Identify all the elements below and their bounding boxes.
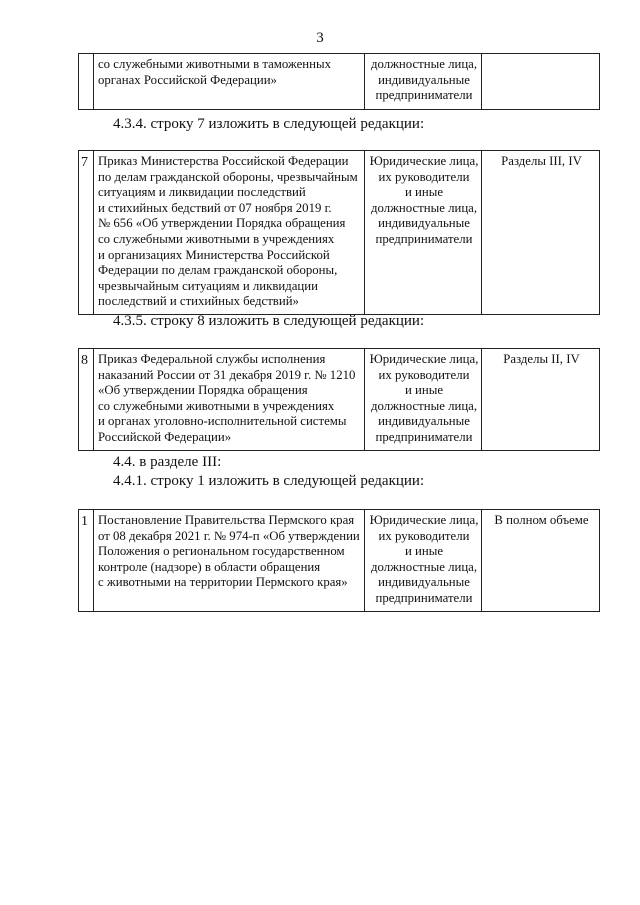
document-title: со служебными животными в таможенных органах Российской Федерации» bbox=[94, 54, 365, 110]
page-number: 3 bbox=[316, 30, 324, 46]
scope-cell bbox=[482, 54, 600, 110]
scope-cell: Разделы II, IV bbox=[482, 349, 600, 451]
table-row bbox=[79, 54, 600, 110]
document-title: Приказ Федеральной службы исполнения наказаний России от 31 декабря 2019 г. № 1210 «Об утверждении Порядка обращения со служебными животными в учреждениях и органах уголовно-исполнительной системы Российской Федерации» bbox=[94, 349, 365, 451]
row-number bbox=[79, 54, 94, 110]
table-row-8 bbox=[78, 348, 600, 451]
row-number: 7 bbox=[79, 151, 94, 315]
subjects-cell: Юридические лица, их руководители и иные должностные лица, индивидуальные предприниматели bbox=[365, 151, 482, 315]
row-number: 8 bbox=[79, 349, 94, 451]
table-row-7 bbox=[78, 150, 600, 315]
table-section-3-row-1 bbox=[78, 509, 600, 612]
instruction-4-4: 4.4. в разделе III: bbox=[113, 454, 222, 470]
table-row bbox=[79, 151, 600, 315]
subjects-cell: должностные лица, индивидуальные предприниматели bbox=[365, 54, 482, 110]
table-row bbox=[79, 510, 600, 612]
row-number: 1 bbox=[79, 510, 94, 612]
document-title: Приказ Министерства Российской Федерации по делам гражданской обороны, чрезвычайным ситуациям и ликвидации последствий и стихийных бедствий от 07 ноября 2019 г. № 656 «Об утверждении Порядка обращения со служебными животными в учреждениях и организациях Министерства Российской Федерации по делам гражданской обороны, чрезвычайным ситуациям и ликвидации последствий и стихийных бедствий» bbox=[94, 151, 365, 315]
table-row bbox=[79, 349, 600, 451]
subjects-cell: Юридические лица, их руководители и иные должностные лица, индивидуальные предприниматели bbox=[365, 349, 482, 451]
instruction-4-3-4: 4.3.4. строку 7 изложить в следующей редакции: bbox=[113, 116, 425, 132]
subjects-cell: Юридические лица, их руководители и иные должностные лица, индивидуальные предприниматели bbox=[365, 510, 482, 612]
scope-cell: Разделы III, IV bbox=[482, 151, 600, 315]
instruction-4-3-5: 4.3.5. строку 8 изложить в следующей редакции: bbox=[113, 313, 425, 329]
scope-cell: В полном объеме bbox=[482, 510, 600, 612]
document-title: Постановление Правительства Пермского края от 08 декабря 2021 г. № 974-п «Об утверждении Положения о региональном государственном контроле (надзоре) в области обращения с животными на территории Пермского края» bbox=[94, 510, 365, 612]
table-continuation bbox=[78, 53, 600, 110]
instruction-4-4-1: 4.4.1. строку 1 изложить в следующей редакции: bbox=[113, 473, 425, 489]
